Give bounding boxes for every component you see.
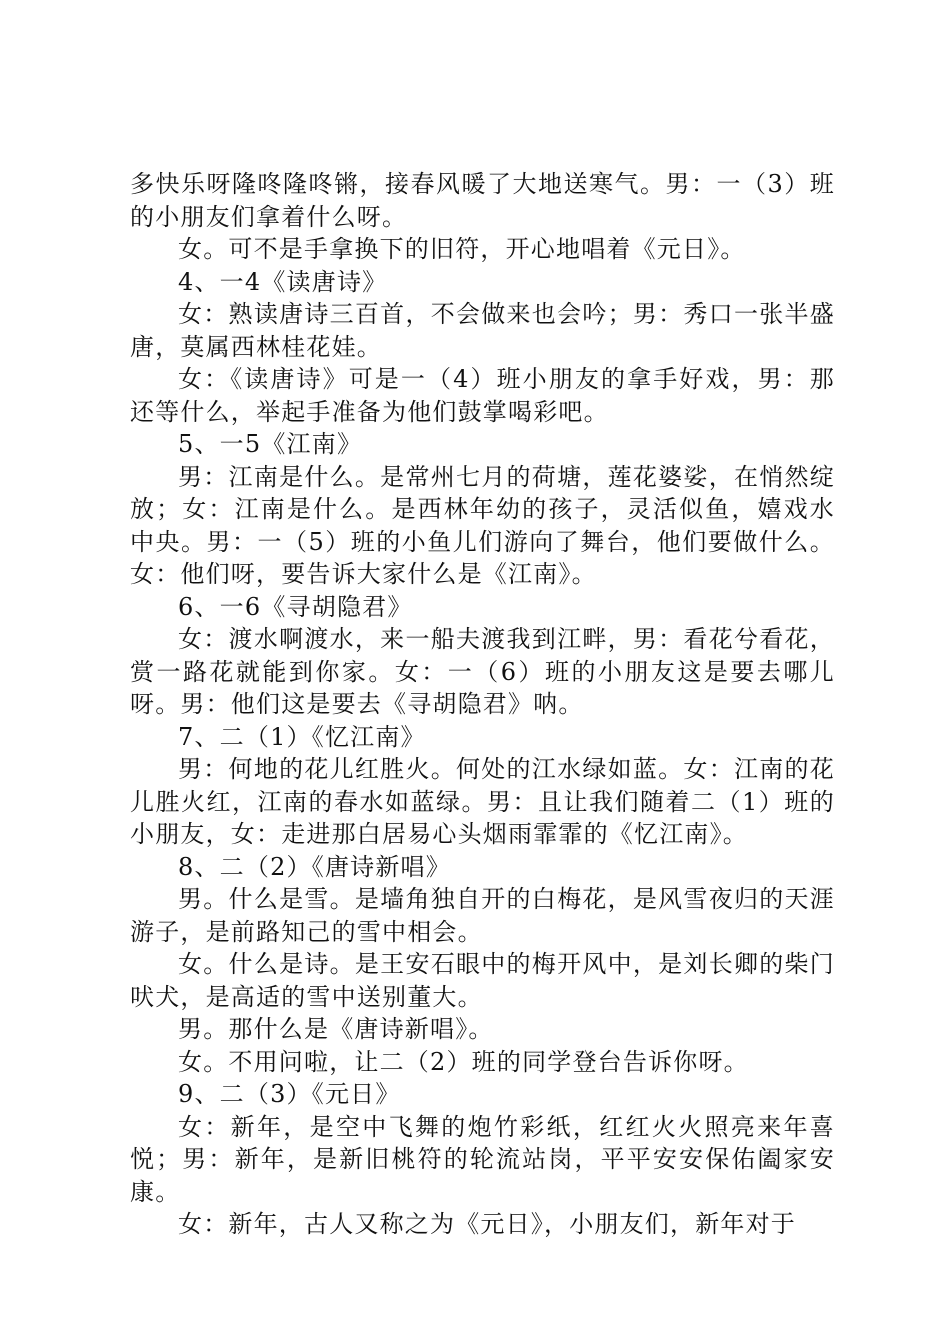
- section-heading-6: 6、一6《寻胡隐君》: [178, 592, 413, 621]
- section-heading-7: 7、二（1）《忆江南》: [178, 722, 426, 751]
- paragraph-1: 多快乐呀隆咚隆咚锵，接春风暖了大地送寒气。男：一（3）班的小朋友们拿着什么呀。: [130, 170, 835, 231]
- document-body: [130, 168, 835, 1241]
- paragraph-10: 男。那什么是《唐诗新唱》。: [178, 1015, 494, 1043]
- section-heading-5: 5、一5《江南》: [178, 430, 363, 458]
- paragraph-3: 女：熟读唐诗三百首，不会做来也会吟；男：秀口一张半盛唐，莫属西林桂花娃。: [130, 300, 835, 361]
- paragraph-7: 男：何地的花儿红胜火。何处的江水绿如蓝。女：江南的花儿胜火红，江南的春水如蓝绿。男：且让我们随着二（1）班的小朋友，女：走进那白居易心头烟雨霏霏的《忆江南》。: [130, 755, 835, 848]
- paragraph-6: 女：渡水啊渡水，来一船夫渡我到江畔，男：看花兮看花，赏一路花就能到你家。女：一（6）班的小朋友这是要去哪儿呀。男：他们这是要去《寻胡隐君》呐。: [130, 625, 835, 718]
- paragraph-11: 女。不用问啦，让二（2）班的同学登台告诉你呀。: [178, 1047, 749, 1076]
- paragraph-5: 男：江南是什么。是常州七月的荷塘，莲花婆娑，在悄然绽放；女：江南是什么。是西林年幼的孩子，灵活似鱼，嬉戏水中央。男：一（5）班的小鱼儿们游向了舞台，他们要做什么。女：他们呀，要告诉大家什么是《江南》。: [130, 462, 835, 588]
- section-heading-9: 9、二（3）《元日》: [178, 1080, 401, 1108]
- paragraph-12: 女：新年，是空中飞舞的炮竹彩纸，红红火火照亮来年喜悦；男：新年，是新旧桃符的轮流站岗，平平安安保佑阖家安康。: [130, 1112, 835, 1206]
- paragraph-2: 女。可不是手拿换下的旧符，开心地唱着《元日》。: [178, 235, 746, 263]
- section-heading-4: 4、一4《读唐诗》: [178, 267, 388, 296]
- paragraph-9: 女。什么是诗。是王安石眼中的梅开风中，是刘长卿的柴门吠犬，是高适的雪中送别董大。: [130, 950, 835, 1011]
- section-heading-8: 8、二（2）《唐诗新唱》: [178, 852, 451, 881]
- paragraph-13: 女：新年，古人又称之为《元日》，小朋友们，新年对于: [178, 1210, 796, 1238]
- paragraph-4: 女：《读唐诗》可是一（4）班小朋友的拿手好戏，男：那还等什么，举起手准备为他们鼓掌喝彩吧。: [130, 365, 835, 426]
- paragraph-8: 男。什么是雪。是墙角独自开的白梅花，是风雪夜归的天涯游子，是前路知己的雪中相会。: [130, 885, 835, 946]
